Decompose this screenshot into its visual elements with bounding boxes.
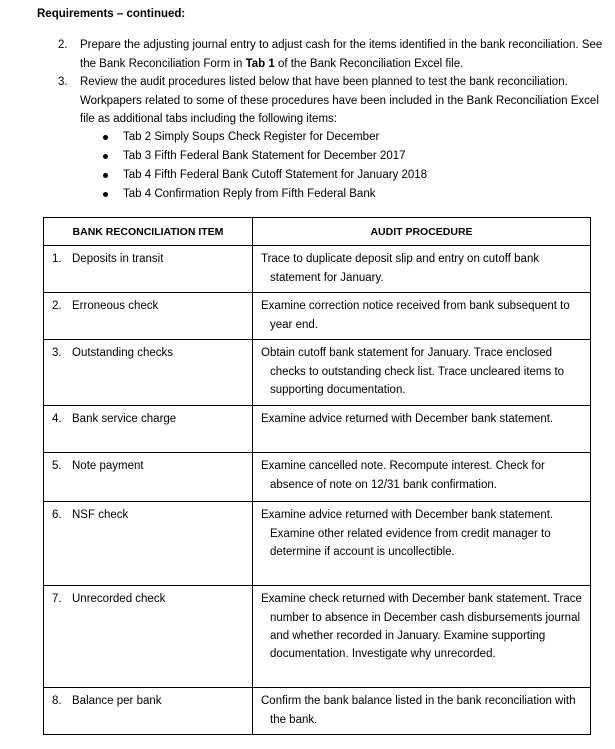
item-cell [44, 688, 253, 735]
item-cell [44, 586, 253, 688]
procedure-cell [253, 586, 591, 688]
requirement-3 [58, 73, 603, 129]
procedure-cell [253, 453, 591, 502]
list-item [101, 166, 427, 185]
item-number: 2. [52, 300, 62, 313]
bullet-icon [103, 135, 108, 140]
tab-item-label: Tab 4 Confirmation Reply from Fifth Federal Bank [123, 187, 376, 200]
procedure-cell [253, 688, 591, 735]
header-item: BANK RECONCILIATION ITEM [44, 218, 253, 246]
item-number: 5. [52, 460, 62, 473]
table-row [44, 453, 591, 502]
item-label: Note payment [72, 460, 144, 473]
procedure-cell [253, 340, 591, 406]
tab-item-label: Tab 4 Fifth Federal Bank Cutoff Statement for January 2018 [123, 168, 428, 181]
procedure-text: Examine advice returned with December bank statement. [261, 413, 554, 426]
requirement-text-start: Prepare the adjusting journal entry to adjust cash for the items identified in the bank reconciliation. See the Bank Reconciliation Form in [80, 39, 603, 70]
header-procedure: AUDIT PROCEDURE [253, 218, 591, 246]
procedure-text: Obtain cutoff bank statement for January. Trace enclosed checks to outstanding check list. Trace uncleared items to supporting documentation. [261, 347, 565, 396]
bullet-icon [103, 154, 108, 159]
table-row [44, 502, 591, 586]
tab-item-label: Tab 2 Simply Soups Check Register for December [123, 131, 380, 143]
item-cell [44, 293, 253, 340]
list-item [101, 128, 427, 147]
item-label: Outstanding checks [72, 347, 174, 360]
item-label: Deposits in transit [72, 253, 164, 266]
requirement-text [80, 36, 603, 73]
procedure-text: Confirm the bank balance listed in the bank reconciliation with the bank. [261, 695, 576, 726]
page-heading: Requirements – continued: [37, 8, 186, 20]
item-label: Balance per bank [72, 695, 162, 708]
item-label: Erroneous check [72, 300, 159, 313]
procedure-text: Examine advice returned with December bank statement. Examine other related evidence from credit manager to determine if account is uncollectible. [261, 509, 554, 558]
tab-list [101, 128, 427, 204]
requirement-text: Review the audit procedures listed below that have been planned to test the bank reconciliation. Workpapers related to some of these procedures have been included in the Bank Reconciliation Excel file as additional tabs including the following items: [80, 76, 599, 125]
item-label: NSF check [72, 509, 129, 522]
item-cell [44, 502, 253, 586]
procedure-text: Examine cancelled note. Recompute interest. Check for absence of note on 12/31 bank confirmation. [261, 460, 545, 491]
item-cell [44, 453, 253, 502]
table-row [44, 406, 591, 453]
item-number: 4. [52, 413, 62, 426]
item-label: Bank service charge [72, 413, 177, 426]
item-cell [44, 246, 253, 293]
table-row [44, 586, 591, 688]
list-item [101, 185, 427, 204]
table-row [44, 293, 591, 340]
bullet-icon [103, 192, 108, 197]
requirement-2 [58, 36, 603, 73]
item-number: 6. [52, 509, 62, 522]
item-number: 1. [52, 253, 62, 266]
item-cell [44, 340, 253, 406]
table-row [44, 688, 591, 735]
item-cell [44, 406, 253, 453]
item-number: 7. [52, 593, 62, 606]
procedure-text: Trace to duplicate deposit slip and entry on cutoff bank statement for January. [261, 253, 540, 284]
procedure-cell [253, 293, 591, 340]
requirement-number: 3. [58, 76, 68, 88]
item-number: 8. [52, 695, 62, 708]
procedure-text: Examine check returned with December bank statement. Trace number to absence in December cash disbursements journal and whether recorded in January. Examine supporting documentation. Investigate why unrecorded. [261, 593, 582, 661]
procedure-cell [253, 406, 591, 453]
item-label: Unrecorded check [72, 593, 166, 606]
table-row [44, 340, 591, 406]
table-header-row [44, 218, 591, 246]
list-item [101, 147, 427, 166]
table-row [44, 246, 591, 293]
requirement-bold-tab: Tab 1 [245, 57, 275, 70]
procedure-cell [253, 502, 591, 586]
reconciliation-table [43, 217, 591, 735]
tab-item-label: Tab 3 Fifth Federal Bank Statement for December 2017 [123, 149, 406, 162]
bullet-icon [103, 173, 108, 178]
procedure-cell [253, 246, 591, 293]
requirement-number: 2. [58, 39, 68, 51]
item-number: 3. [52, 347, 62, 360]
procedure-text: Examine correction notice received from bank subsequent to year end. [261, 300, 570, 331]
requirement-text-end: of the Bank Reconciliation Excel file. [274, 57, 464, 70]
